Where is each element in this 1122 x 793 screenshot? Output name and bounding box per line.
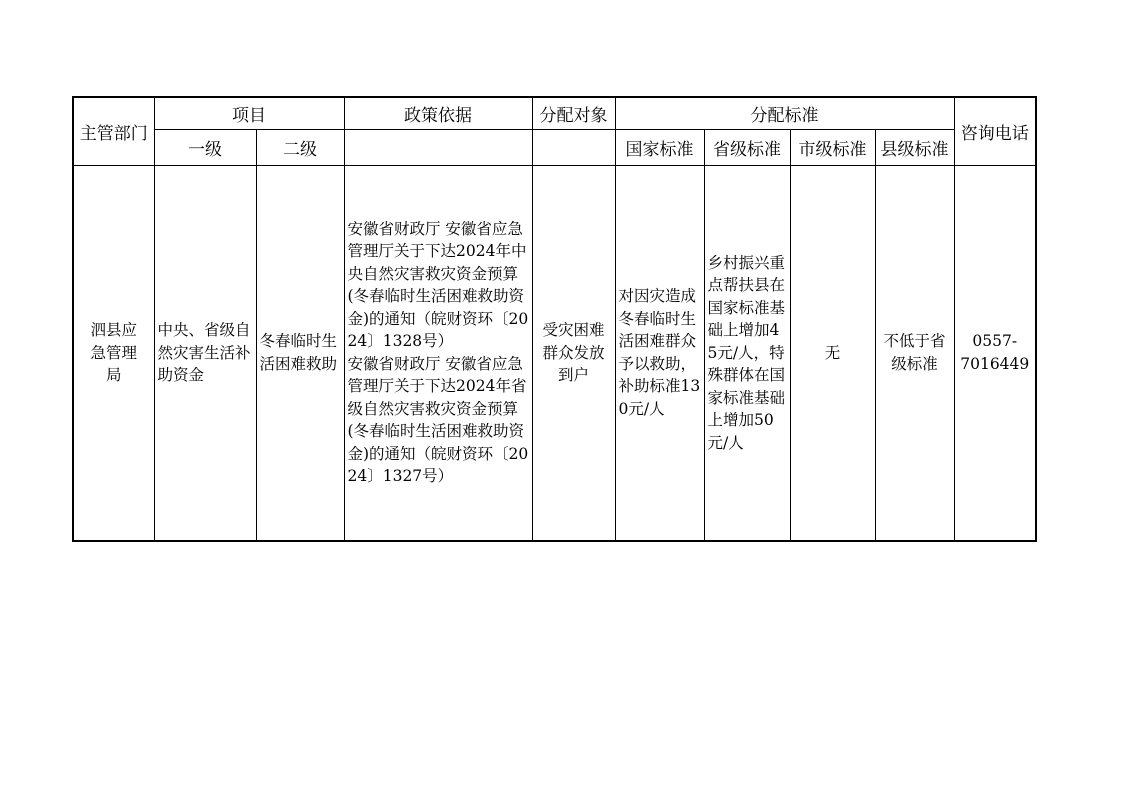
cell-national: [615, 165, 704, 541]
cell-provincial: [704, 165, 790, 541]
data-row: [73, 165, 1036, 541]
header-policy: 政策依据: [344, 97, 532, 129]
header-policy-blank: [344, 129, 532, 165]
national-text: 对因灾造成冬春临时生活困难群众予以救助，补助标准130元/人: [618, 287, 701, 418]
header-municipal: 市级标准: [790, 129, 875, 165]
policy-text: 安徽省财政厅 安徽省应急管理厅关于下达2024年中央自然灾害救灾资金预算(冬春临时生活困难救助资金)的通知（皖财资环〔2024〕1328号） 安徽省财政厅 安徽省应急管理厅关于下达2024年省级自然灾害救灾资金预算(冬春临时生活困难救助资金)的通知（皖财资环〔2024〕1327号）: [347, 219, 529, 486]
header-row-1: [73, 97, 1036, 129]
municipal-text: 无: [824, 343, 841, 362]
header-provincial: 省级标准: [704, 129, 790, 165]
cell-phone: [954, 165, 1036, 541]
header-target: 分配对象: [532, 97, 615, 129]
cell-county: [875, 165, 954, 541]
dept-text: 泗县应急管理局: [90, 321, 137, 384]
header-national: 国家标准: [615, 129, 704, 165]
header-county: 县级标准: [875, 129, 954, 165]
cell-municipal: [790, 165, 875, 541]
header-standard: 分配标准: [615, 97, 954, 129]
header-project: 项目: [154, 97, 344, 129]
subsidy-table: [72, 96, 1037, 542]
cell-target: [532, 165, 615, 541]
cell-level1: [154, 165, 256, 541]
header-level1: 一级: [154, 129, 256, 165]
header-dept: 主管部门: [73, 97, 154, 165]
header-target-blank: [532, 129, 615, 165]
header-level2: 二级: [256, 129, 344, 165]
cell-level2: [256, 165, 344, 541]
provincial-text: 乡村振兴重点帮扶县在国家标准基础上增加45元/人，特殊群体在国家标准基础上增加50元/人: [707, 253, 786, 452]
county-text: 不低于省级标准: [883, 332, 946, 373]
cell-policy: [344, 165, 532, 541]
phone-text: 0557- 7016449: [960, 332, 1030, 373]
header-phone: 咨询电话: [954, 97, 1036, 165]
header-row-2: [73, 129, 1036, 165]
level2-text: 冬春临时生活困难救助: [259, 332, 338, 373]
target-text: 受灾困难群众发放到户: [542, 321, 605, 384]
cell-dept: [73, 165, 154, 541]
level1-text: 中央、省级自然灾害生活补助资金: [157, 321, 251, 384]
